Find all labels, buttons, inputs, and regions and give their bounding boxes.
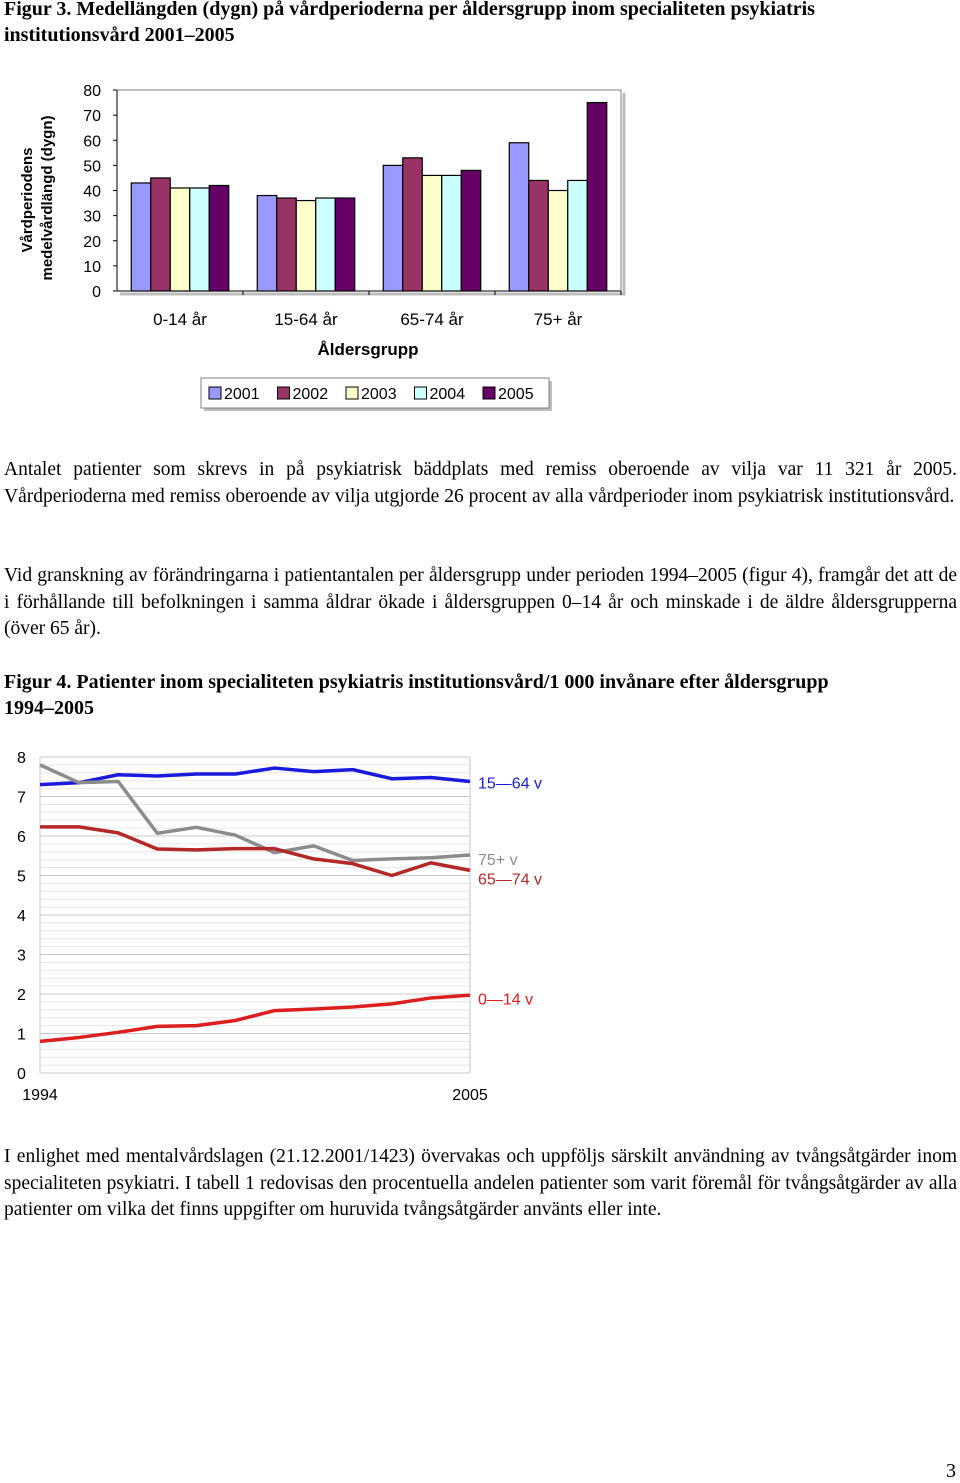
page-number: 3 [946,1460,956,1482]
bar-ytick-label: 60 [83,133,101,151]
bar [383,165,403,291]
legend-swatch [483,387,495,399]
bar-ylabel-line1: Vårdperiodens [19,147,36,253]
line-ytick-label: 1 [17,1026,26,1044]
figure3-title-line2: institutionsvård 2001–2005 [4,24,235,46]
figure4-title-line2: 1994–2005 [4,697,94,719]
line-xtick-label: 1994 [22,1087,58,1104]
line-ytick-label: 8 [17,750,26,767]
figure3-title: Medellängden (dygn) på vårdperioderna per åldersgrupp inom specialiteten psykiatris [76,0,815,20]
legend-swatch [346,387,358,399]
line-ytick-label: 3 [17,947,26,965]
legend-label: 2003 [361,386,397,403]
line-ytick-label: 0 [17,1066,26,1083]
legend-label: 2001 [224,386,260,403]
bar-ytick-label: 40 [83,183,101,201]
paragraph-2: Vid granskning av förändringarna i patientantalen per åldersgrupp under perioden 1994–2005 (figur 4), framgår det att de i förhållande till befolkningen i samma åldrar ökade i åldersgruppen 0–14 år och minskade i de äldre åldersgrupperna (över 65 år). [4,565,957,639]
bar-ytick-label: 0 [92,284,101,301]
bar-ytick-label: 30 [83,208,101,226]
bar-xlabel: Åldersgrupp [317,340,419,359]
bar [442,175,462,291]
bar [257,196,277,291]
series-label: 15—64 v [478,775,543,793]
bar-xtick-label: 0-14 år [153,310,207,329]
series-label: 0—14 v [478,991,534,1009]
line-ytick-label: 4 [17,908,26,925]
bar [131,183,151,291]
bar [422,175,442,291]
bar-ytick-label: 80 [83,83,101,100]
legend-label: 2005 [498,386,534,403]
bar [461,170,481,291]
bar [316,198,336,291]
series-label: 65—74 v [478,871,543,889]
bar-ytick-label: 20 [83,233,101,251]
bar [335,198,355,291]
bar [529,180,549,291]
legend-label: 2002 [292,386,329,403]
bar-xtick-label: 75+ år [533,310,583,329]
bar-legend [201,378,552,411]
bar-xtick-label: 65-74 år [400,310,464,329]
bar-ytick-label: 50 [83,158,101,176]
legend-swatch [209,387,221,399]
legend-swatch [415,387,427,399]
paragraph-1: Antalet patienter som skrevs in på psykiatrisk bäddplats med remiss oberoende av vilja var 11 321 år 2005. Vårdperioderna med remiss oberoende av vilja utgjorde 26 procent av alla vårdperioder inom psykiatrisk institutionsvård. [4,459,957,507]
bar [277,198,297,291]
legend-swatch [278,387,290,399]
bar [170,188,190,291]
line-ytick-label: 6 [17,829,26,846]
bar [568,180,588,291]
paragraph-3: I enlighet med mentalvårdslagen (21.12.2001/1423) övervakas och uppföljs särskilt användning av tvångsåtgärder inom specialiteten psykiatri. I tabell 1 redovisas den procentuella andelen patienter som varit föremål för tvångsåtgärder av alla patienter om vilka det finns uppgifter om huruvida tvångsåtgärder använts eller inte. [4,1146,957,1220]
bar [209,185,229,291]
bar [587,103,607,291]
line-chart [0,740,960,1120]
line-ytick-label: 2 [17,987,26,1004]
bar [403,158,423,291]
bar [151,178,171,291]
line-xtick-label: 2005 [452,1087,488,1104]
legend-label: 2004 [429,386,466,403]
series-label: 75+ v [478,851,518,869]
bar-ytick-label: 70 [83,108,101,126]
bar-ytick-label: 10 [83,258,101,276]
bar-xtick-label: 15-64 år [274,310,338,329]
bar [296,201,316,291]
bar-ylabel-line2: medelvårdlängd (dygn) [39,115,56,281]
figure4-title: Patienter inom specialiteten psykiatris institutionsvård/1 000 invånare efter åldersgrupp [76,671,829,693]
figure4-label: Figur 4. [4,671,72,693]
bar-chart [0,40,960,460]
figure3-label: Figur 3. [4,0,72,20]
line-ytick-label: 7 [17,789,26,807]
series-line [40,827,470,876]
bar [190,188,210,291]
figure4-caption [4,669,829,721]
line-ytick-label: 5 [17,868,26,886]
bar [548,191,568,292]
bar [509,143,529,291]
